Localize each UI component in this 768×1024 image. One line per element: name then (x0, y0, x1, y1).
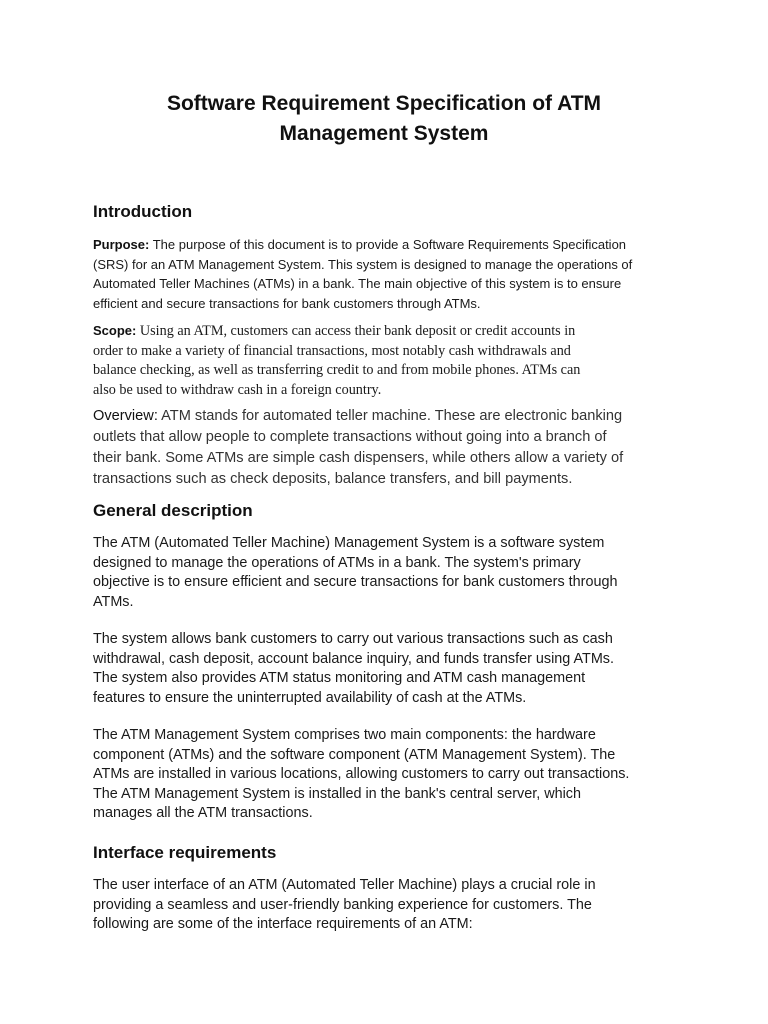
purpose-paragraph (93, 235, 693, 313)
introduction-heading: Introduction (93, 202, 193, 221)
purpose-label: Purpose: (93, 237, 150, 252)
title-line: Software Requirement Specification of ATM (166, 92, 602, 115)
text-line: providing a seamless and user-friendly banking experience for customers. The (93, 896, 592, 913)
document-title (0, 89, 768, 149)
text-line: withdrawal, cash deposit, account balance inquiry, and funds transfer using ATMs. (93, 650, 615, 667)
text-line: ATM stands for automated teller machine. These are electronic banking (157, 408, 623, 424)
text-line: balance checking, as well as transferring credit to and from mobile phones. ATMs can (93, 362, 581, 378)
text-line: features to ensure the uninterrupted availability of cash at the ATMs. (93, 689, 527, 706)
text-line: efficient and secure transactions for bank customers through ATMs. (93, 295, 481, 311)
general-description-heading: General description (93, 501, 253, 520)
text-line: ATMs are installed in various locations, allowing customers to carry out transactions. (93, 766, 630, 783)
text-line: designed to manage the operations of ATMs in a bank. The system's primary (93, 554, 581, 571)
overview-label: Overview: (93, 408, 158, 424)
text-line: their bank. Some ATMs are simple cash dispensers, while others allow a variety of (93, 450, 624, 466)
text-line: The ATM Management System is installed in the bank's central server, which (93, 785, 581, 802)
text-line: ATMs. (93, 593, 134, 610)
text-line: (SRS) for an ATM Management System. This system is designed to manage the operations of (93, 256, 633, 272)
text-line: outlets that allow people to complete transactions without going into a branch of (93, 429, 607, 445)
general-description-paragraph (93, 630, 693, 708)
scope-paragraph (93, 321, 693, 400)
text-line: The ATM (Automated Teller Machine) Management System is a software system (93, 535, 605, 551)
text-line: Automated Teller Machines (ATMs) in a bank. The main objective of this system is to ensure (93, 276, 622, 291)
text-line: transactions such as check deposits, balance transfers, and bill payments. (93, 471, 573, 487)
text-line: order to make a variety of financial transactions, most notably cash withdrawals and (93, 342, 571, 359)
text-line: The system also provides ATM status monitoring and ATM cash management (93, 670, 586, 687)
text-line: manages all the ATM transactions. (93, 805, 313, 822)
text-line: following are some of the interface requirements of an ATM: (93, 916, 473, 933)
text-line: Using an ATM, customers can access their bank deposit or credit accounts in (136, 323, 576, 339)
text-line: component (ATMs) and the software component (ATM Management System). The (93, 746, 616, 763)
general-description-paragraph (93, 534, 693, 612)
interface-requirements-heading: Interface requirements (93, 843, 277, 862)
text-line: The ATM Management System comprises two main components: the hardware (93, 727, 596, 743)
scope-label: Scope: (93, 323, 137, 338)
text-line: The purpose of this document is to provide a Software Requirements Specification (149, 237, 627, 252)
text-line: The system allows bank customers to carry out various transactions such as cash (93, 631, 613, 647)
text-line: The user interface of an ATM (Automated Teller Machine) plays a crucial role in (93, 877, 596, 893)
title-line: Management System (279, 122, 489, 145)
text-line: objective is to ensure efficient and secure transactions for bank customers through (93, 574, 618, 591)
interface-requirements-paragraph (93, 876, 693, 935)
overview-paragraph (93, 406, 693, 490)
general-description-paragraph (93, 726, 693, 824)
text-line: also be used to withdraw cash in a foreign country. (93, 381, 382, 398)
